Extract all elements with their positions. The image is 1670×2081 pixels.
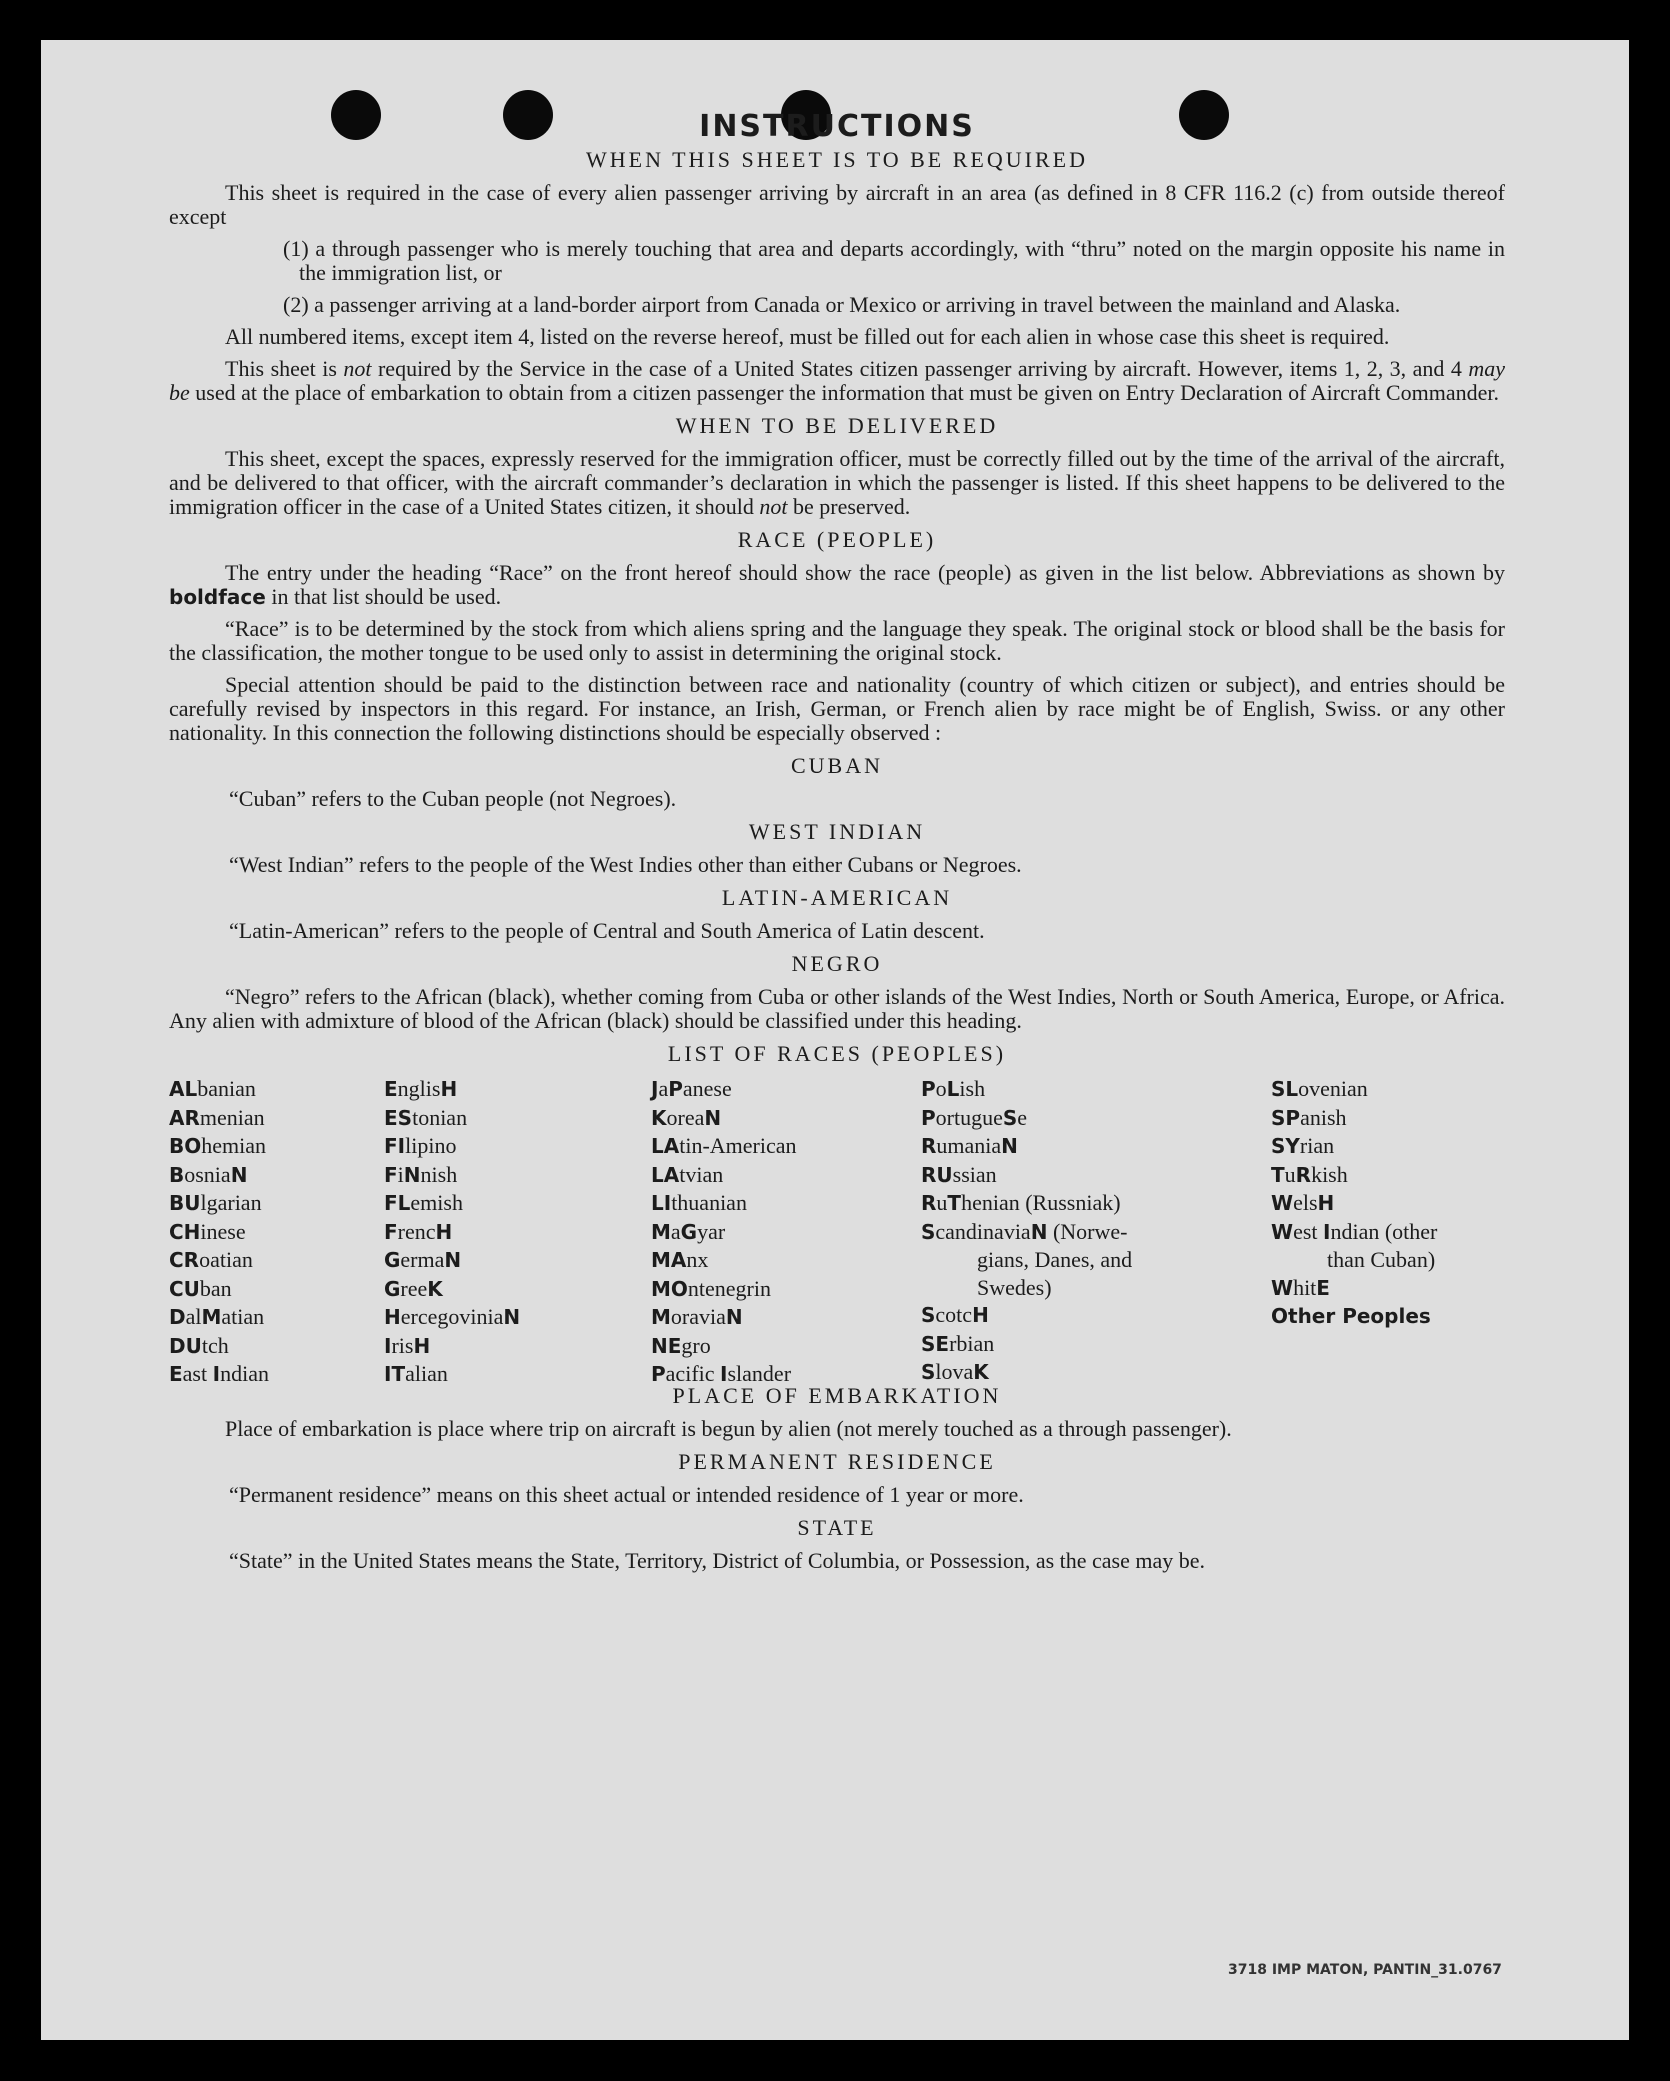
race-entry <box>1271 1218 1437 1247</box>
race-abbreviation: S <box>1002 1105 1018 1130</box>
race-abbreviation: K <box>427 1276 443 1301</box>
race-entry <box>169 1189 269 1218</box>
paragraph <box>169 447 1505 519</box>
race-abbreviation: BO <box>169 1134 202 1158</box>
race-entry <box>651 1332 797 1361</box>
race-entry <box>921 1330 1132 1359</box>
race-abbreviation: SL <box>1271 1077 1299 1101</box>
race-text: atian <box>221 1304 265 1329</box>
race-abbreviation: LA <box>651 1162 680 1187</box>
heading-cuban: CUBAN <box>790 753 883 778</box>
race-column <box>169 1075 269 1389</box>
page-title: INSTRUCTIONS <box>699 109 975 144</box>
race-abbreviation: H <box>972 1303 989 1327</box>
race-entry <box>921 1358 1132 1387</box>
race-text: anese <box>682 1076 732 1101</box>
race-entry <box>384 1132 520 1161</box>
race-text: lova <box>935 1359 974 1384</box>
paragraph: “Race” is to be determined by the stock from which aliens spring and the language they speak. The original stock or blood shall be the basis for the classification, the mother tongue to be used only to assist in determining the original stock. <box>169 616 1505 665</box>
heading-when-required: WHEN THIS SHEET IS TO BE REQUIRED <box>586 147 1088 172</box>
race-entry <box>651 1161 797 1190</box>
race-abbreviation: N <box>704 1105 722 1130</box>
race-text: ban <box>199 1275 232 1301</box>
race-abbreviation: ES <box>384 1105 413 1130</box>
paragraph: “State” in the United States means the State, Territory, District of Columbia, or Possession, as the case may be. <box>229 1548 1206 1573</box>
race-abbreviation: D <box>169 1305 186 1329</box>
race-entry <box>169 1132 269 1161</box>
race-text: ovenian <box>1298 1076 1368 1101</box>
text-run: The entry under the heading “Race” on the front hereof should show the race (people) as given in the list below. Abbreviations as shown by <box>225 560 1505 585</box>
race-text: menian <box>199 1104 265 1130</box>
race-entry <box>1271 1075 1437 1104</box>
race-abbreviation: FI <box>384 1134 406 1158</box>
exception-item-2: (2) a passenger arriving at a land-border airport from Canada or Mexico or arriving in travel between the mainland and Alaska. <box>283 292 1401 317</box>
race-text: oravia <box>670 1304 726 1329</box>
race-text: lgarian <box>200 1190 262 1215</box>
race-text: o <box>935 1076 947 1101</box>
race-entry <box>169 1275 269 1304</box>
race-abbreviation: G <box>384 1248 401 1272</box>
race-abbreviation: E <box>384 1077 398 1101</box>
race-entry <box>1271 1132 1437 1161</box>
race-abbreviation: H <box>413 1333 431 1358</box>
race-abbreviation: S <box>921 1219 936 1244</box>
race-text: ercegovinia <box>400 1304 504 1329</box>
race-entry <box>651 1075 797 1104</box>
race-abbreviation: IT <box>384 1362 406 1386</box>
race-abbreviation: P <box>651 1362 666 1386</box>
heading-list-of-races: LIST OF RACES (PEOPLES) <box>667 1041 1007 1066</box>
race-text: lipino <box>405 1133 457 1158</box>
race-abbreviation: RU <box>921 1162 953 1187</box>
paragraph: “Permanent residence” means on this sheet actual or intended residence of 1 year or more. <box>229 1482 1024 1507</box>
race-abbreviation: I <box>1323 1219 1331 1244</box>
heading-when-delivered: WHEN TO BE DELIVERED <box>675 413 999 438</box>
paragraph: All numbered items, except item 4, listed on the reverse hereof, must be filled out for each alien in whose case this sheet is required. <box>225 324 1390 349</box>
race-text: umania <box>936 1133 1002 1158</box>
race-text: erma <box>400 1247 445 1272</box>
heading-latin-american: LATIN-AMERICAN <box>721 885 953 910</box>
race-abbreviation: K <box>973 1360 989 1384</box>
text-run: in that list should be used. <box>265 584 502 609</box>
race-text: inese <box>200 1218 246 1244</box>
race-abbreviation: SP <box>1271 1105 1301 1130</box>
race-abbreviation: N <box>725 1305 743 1329</box>
race-entry <box>921 1075 1132 1104</box>
race-abbreviation: G <box>384 1276 401 1301</box>
paragraph: Place of embarkation is place where trip on aircraft is begun by alien (not merely touched as a through passenger). <box>225 1416 1232 1441</box>
race-entry <box>1271 1274 1437 1303</box>
race-abbreviation: CH <box>169 1219 201 1244</box>
race-text: banian <box>197 1076 256 1101</box>
race-abbreviation: W <box>1271 1275 1294 1300</box>
race-entry <box>921 1246 1132 1274</box>
race-entry <box>921 1161 1132 1190</box>
race-text: ndian (other <box>1330 1218 1438 1244</box>
race-entry <box>651 1360 797 1389</box>
race-abbreviation: M <box>201 1305 222 1329</box>
italic-text: not <box>759 494 788 519</box>
race-entry <box>384 1303 520 1332</box>
race-entry <box>1271 1246 1437 1274</box>
race-abbreviation: M <box>651 1219 671 1244</box>
race-abbreviation: P <box>668 1077 683 1101</box>
race-abbreviation: MO <box>651 1276 688 1301</box>
paragraph: “Latin-American” refers to the people of Central and South America of Latin descent. <box>229 918 985 943</box>
race-entry <box>384 1275 520 1304</box>
race-text: oatian <box>199 1247 253 1272</box>
paragraph <box>169 357 1505 405</box>
heading-negro: NEGRO <box>791 951 883 976</box>
italic-text: may be <box>169 356 1505 405</box>
race-entry <box>651 1303 797 1332</box>
race-abbreviation: M <box>651 1305 671 1329</box>
race-text: cotc <box>935 1302 973 1327</box>
race-abbreviation: MA <box>651 1248 687 1272</box>
race-text: hemian <box>201 1133 267 1158</box>
race-text: tvian <box>679 1161 724 1187</box>
race-entry <box>651 1275 797 1304</box>
race-abbreviation: H <box>440 1077 458 1101</box>
race-entry <box>651 1104 797 1133</box>
heading-state: STATE <box>797 1515 877 1540</box>
race-abbreviation: FL <box>384 1191 411 1215</box>
race-text: rbian <box>949 1330 995 1356</box>
heading-embarkation: PLACE OF EMBARKATION <box>672 1383 1002 1408</box>
race-entry <box>169 1360 269 1389</box>
race-entry <box>384 1161 520 1190</box>
race-entry <box>921 1274 1132 1302</box>
race-text: nx <box>686 1247 709 1272</box>
race-text: yar <box>697 1218 726 1244</box>
race-entry <box>169 1303 269 1332</box>
race-text: a <box>670 1218 681 1244</box>
race-text: tonian <box>412 1104 468 1130</box>
race-text: ast <box>182 1361 213 1386</box>
race-text: Swedes) <box>977 1274 1052 1300</box>
text-run: be preserved. <box>787 494 911 519</box>
race-text: gians, Danes, and <box>977 1247 1133 1272</box>
paragraph: “West Indian” refers to the people of the West Indies other than either Cubans or Negroes. <box>229 852 1022 877</box>
race-text: els <box>1293 1190 1318 1215</box>
race-abbreviation: AR <box>169 1105 200 1130</box>
race-entry <box>169 1218 269 1247</box>
race-text: candinavia <box>935 1218 1031 1244</box>
italic-text: not <box>343 356 372 381</box>
race-abbreviation: BU <box>169 1191 201 1215</box>
race-abbreviation: R <box>921 1134 937 1158</box>
race-text: renc <box>397 1218 436 1244</box>
race-abbreviation: N <box>1030 1219 1048 1244</box>
race-abbreviation: H <box>435 1219 453 1244</box>
race-entry <box>384 1246 520 1275</box>
race-abbreviation: E <box>169 1362 183 1386</box>
paragraph: This sheet is required in the case of every alien passenger arriving by aircraft in an area (as defined in 8 CFR 116.2 (c) from outside thereof except <box>169 180 1505 229</box>
race-abbreviation: N <box>444 1248 462 1272</box>
race-entry <box>651 1246 797 1275</box>
race-abbreviation: F <box>384 1162 398 1187</box>
race-text: gro <box>681 1332 711 1358</box>
race-abbreviation: N <box>403 1162 421 1187</box>
race-abbreviation: N <box>503 1305 521 1329</box>
race-text: a <box>658 1076 669 1101</box>
race-entry <box>1271 1302 1437 1331</box>
race-text: ris <box>391 1332 414 1358</box>
race-abbreviation: T <box>1271 1162 1285 1187</box>
race-text: henian (Russniak) <box>961 1190 1121 1215</box>
paragraph: “Negro” refers to the African (black), whether coming from Cuba or other islands of the West Indies, North or South America, Europe, or Africa. Any alien with admixture of blood of the African (black) should be classified under this heading. <box>169 984 1505 1033</box>
race-entry <box>651 1189 797 1218</box>
race-text: i <box>397 1161 404 1187</box>
race-entry <box>651 1218 797 1247</box>
race-text: nglis <box>397 1076 441 1101</box>
race-abbreviation: G <box>680 1219 698 1244</box>
race-entry <box>169 1161 269 1190</box>
race-text: ish <box>959 1076 986 1101</box>
paragraph <box>169 561 1505 609</box>
race-abbreviation: CR <box>169 1248 200 1272</box>
race-abbreviation: H <box>384 1305 401 1329</box>
race-abbreviation: L <box>946 1077 960 1101</box>
race-abbreviation: LA <box>651 1134 680 1158</box>
race-abbreviation: AL <box>169 1077 198 1101</box>
race-entry <box>169 1246 269 1275</box>
race-abbreviation: SE <box>921 1331 950 1356</box>
race-text: u <box>936 1190 948 1215</box>
race-text: anish <box>1300 1104 1347 1130</box>
race-column <box>1271 1075 1437 1331</box>
race-entry <box>384 1218 520 1247</box>
heading-race: RACE (PEOPLE) <box>737 527 937 552</box>
boldface-text: boldface <box>169 585 266 609</box>
race-column <box>921 1075 1132 1387</box>
race-entry <box>651 1132 797 1161</box>
race-entry <box>169 1332 269 1361</box>
race-entry <box>384 1189 520 1218</box>
race-entry <box>1271 1104 1437 1133</box>
race-text: nish <box>420 1161 458 1187</box>
paragraph: Special attention should be paid to the distinction between race and nationality (country of which citizen or subject), and entries should be carefully revised by inspectors in this regard. For instance, an Irish, German, or French alien by race might be of English, Swiss. or any other nationality. In this connection the following distinctions should be especially observed : <box>169 672 1505 745</box>
race-entry <box>384 1360 520 1389</box>
race-abbreviation: N <box>230 1162 248 1187</box>
race-abbreviation: W <box>1271 1191 1294 1215</box>
race-abbreviation: J <box>651 1077 659 1101</box>
text-run: used at the place of embarkation to obtain from a citizen passenger the information that must be given on Entry Declaration of Aircraft Commander. <box>189 380 1499 405</box>
race-abbreviation: B <box>169 1162 185 1187</box>
text-run: This sheet, except the spaces, expressly reserved for the immigration officer, must be correctly filled out by the time of the arrival of the aircraft, and be delivered to that officer, with the aircraft commander’s declaration in which the passenger is listed. If this sheet happens to be delivered to the immigration officer in the case of a United States citizen, it should <box>169 446 1505 519</box>
race-abbreviation: I <box>720 1362 728 1386</box>
race-text: e <box>1017 1104 1028 1130</box>
race-abbreviation: H <box>1317 1191 1335 1215</box>
heading-west-indian: WEST INDIAN <box>748 819 926 844</box>
printer-imprint: 3718 IMP MATON, PANTIN_31.0767 <box>1228 1962 1502 1978</box>
text-run: This sheet is <box>225 356 344 381</box>
race-abbreviation: R <box>1295 1162 1312 1187</box>
race-text: ndian <box>220 1361 269 1386</box>
race-text: ssian <box>952 1161 997 1187</box>
race-text: than Cuban) <box>1327 1247 1436 1272</box>
race-abbreviation: I <box>212 1362 221 1386</box>
race-text: tin-American <box>679 1133 797 1158</box>
race-entry <box>921 1301 1132 1330</box>
race-text: (Norwe- <box>1047 1218 1128 1244</box>
race-entry <box>921 1132 1132 1161</box>
race-abbreviation: N <box>1001 1134 1018 1158</box>
paragraph: “Cuban” refers to the Cuban people (not Negroes). <box>229 786 677 811</box>
race-text: acific <box>665 1361 721 1386</box>
race-text: hit <box>1293 1274 1317 1300</box>
race-text: alian <box>405 1361 448 1386</box>
race-entry <box>169 1104 269 1133</box>
race-entry <box>921 1189 1132 1218</box>
race-column <box>651 1075 797 1389</box>
race-abbreviation: LI <box>651 1191 672 1215</box>
race-abbreviation: CU <box>169 1276 200 1301</box>
race-abbreviation: T <box>947 1191 962 1215</box>
race-abbreviation: S <box>921 1303 936 1327</box>
instructions-body <box>169 105 1505 1581</box>
race-entry <box>384 1332 520 1361</box>
race-abbreviation: SY <box>1271 1134 1300 1158</box>
race-text: ree <box>400 1275 428 1301</box>
race-abbreviation: P <box>921 1105 936 1130</box>
text-run: required by the Service in the case of a United States citizen passenger arriving by aircraft. However, items 1, 2, 3, and 4 <box>371 356 1469 381</box>
race-text: al <box>185 1304 202 1329</box>
race-text: ortugue <box>935 1104 1003 1130</box>
race-text: emish <box>410 1190 463 1215</box>
race-abbreviation: W <box>1271 1219 1294 1244</box>
race-text: tch <box>201 1332 229 1358</box>
race-entry <box>1271 1161 1437 1190</box>
race-abbreviation: S <box>921 1360 936 1384</box>
form-sheet <box>41 40 1629 2040</box>
race-entry <box>921 1218 1132 1247</box>
race-text: est <box>1293 1218 1324 1244</box>
race-entry <box>169 1075 269 1104</box>
race-abbreviation: E <box>1316 1275 1330 1300</box>
race-abbreviation: F <box>384 1219 398 1244</box>
race-entry <box>384 1104 520 1133</box>
race-list <box>169 1075 1505 1386</box>
race-entry <box>1271 1189 1437 1218</box>
race-text: ntenegrin <box>687 1275 771 1301</box>
race-entry <box>921 1104 1132 1133</box>
race-abbreviation: DU <box>169 1333 202 1358</box>
race-column <box>384 1075 520 1389</box>
race-text: osnia <box>184 1161 231 1187</box>
race-abbreviation: P <box>921 1077 936 1101</box>
race-abbreviation: K <box>651 1105 667 1130</box>
race-abbreviation: R <box>921 1191 937 1215</box>
race-text: u <box>1284 1161 1296 1187</box>
race-text: slander <box>727 1361 792 1386</box>
race-text: orea <box>666 1104 705 1130</box>
race-entry <box>384 1075 520 1104</box>
race-abbreviation: NE <box>651 1333 682 1358</box>
race-text: rian <box>1299 1133 1335 1158</box>
heading-residence: PERMANENT RESIDENCE <box>678 1449 996 1474</box>
exception-item-1: (1) a through passenger who is merely touching that area and departs accordingly, with “thru” noted on the margin opposite his name in the immigration list, or <box>283 236 1505 285</box>
race-text: kish <box>1311 1161 1348 1187</box>
race-abbreviation: I <box>384 1333 392 1358</box>
race-abbreviation: Other Peoples <box>1271 1304 1431 1328</box>
race-text: thuanian <box>671 1190 747 1215</box>
